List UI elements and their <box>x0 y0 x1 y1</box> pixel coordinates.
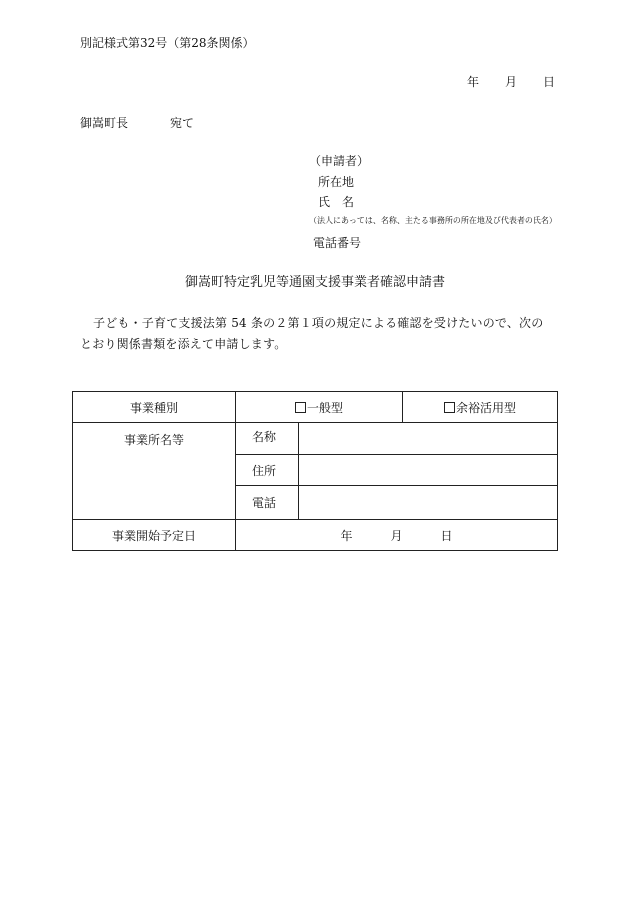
applicant-phone-label: 電話番号 <box>313 236 362 250</box>
option-surplus-label: 余裕活用型 <box>456 400 517 415</box>
date-day-label: 日 <box>543 75 556 89</box>
addressee <box>80 116 194 130</box>
start-date-row <box>73 520 558 551</box>
body-text: 子ども・子育て支援法第 54 条の２第１項の規定による確認を受けたいので、次のとおり関係書類を添えて申請します。 <box>80 316 544 351</box>
applicant-address-label: 所在地 <box>318 175 355 189</box>
option-general[interactable] <box>236 392 403 423</box>
addressee-name: 御嵩町長 <box>80 116 129 130</box>
submission-date <box>467 75 555 89</box>
start-day-label: 日 <box>440 528 453 543</box>
start-date-label: 事業開始予定日 <box>73 520 236 551</box>
facility-phone-label: 電話 <box>236 486 299 520</box>
applicant-note: （法人にあっては、名称、主たる事務所の所在地及び代表者の氏名） <box>309 216 557 225</box>
application-table <box>72 391 558 551</box>
applicant-heading: （申請者） <box>309 154 370 168</box>
date-year-label: 年 <box>467 75 480 89</box>
option-general-label: 一般型 <box>307 400 344 415</box>
facility-name-row <box>73 423 558 455</box>
facility-address-label: 住所 <box>236 455 299 486</box>
option-surplus[interactable] <box>403 392 558 423</box>
facility-label: 事業所名等 <box>73 423 236 520</box>
start-date-field[interactable] <box>236 520 558 551</box>
start-month-label: 月 <box>390 528 403 543</box>
applicant-name-label: 氏 名 <box>318 195 355 209</box>
addressee-suffix: 宛て <box>170 116 195 130</box>
checkbox-surplus[interactable] <box>444 402 455 413</box>
business-type-label: 事業種別 <box>73 392 236 423</box>
facility-phone-field[interactable] <box>299 486 558 520</box>
date-month-label: 月 <box>505 75 518 89</box>
facility-name-label: 名称 <box>236 423 299 455</box>
start-year-label: 年 <box>340 528 353 543</box>
checkbox-general[interactable] <box>295 402 306 413</box>
facility-name-field[interactable] <box>299 423 558 455</box>
form-code: 別記様式第32号（第28条関係） <box>80 36 255 50</box>
business-type-row <box>73 392 558 423</box>
facility-address-field[interactable] <box>299 455 558 486</box>
document-title: 御嵩町特定乳児等通園支援事業者確認申請書 <box>184 275 445 290</box>
